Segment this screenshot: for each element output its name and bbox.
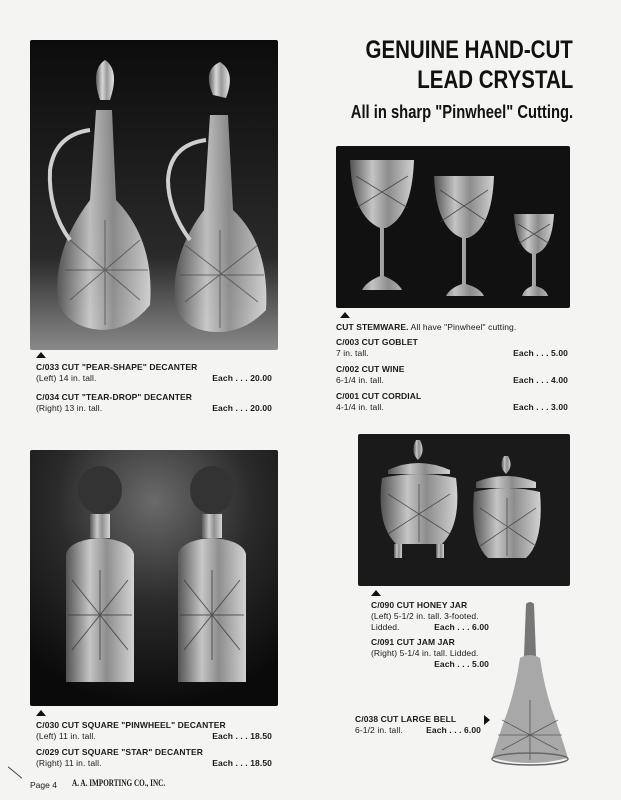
pointer-triangle: [36, 710, 46, 716]
item-c003-detail: 7 in. tall. Each . . . 5.00: [336, 348, 568, 358]
item-c001-detail: 4-1/4 in. tall. Each . . . 3.00: [336, 402, 568, 412]
header-subtitle: All in sharp "Pinwheel" Cutting.: [350, 102, 573, 122]
item-c030-price: Each . . . 18.50: [212, 731, 272, 741]
item-c090-detail-2: Lidded. Each . . . 6.00: [371, 622, 489, 632]
caption-jars: [371, 600, 489, 670]
caption-bell: [355, 714, 481, 736]
item-c034-detail: (Right) 13 in. tall. Each . . . 20.00: [36, 403, 272, 413]
caption-stemware: [336, 322, 568, 413]
item-c090-detail: (Left) 5-1/2 in. tall. 3-footed.: [371, 611, 479, 621]
item-c091-detail: (Right) 5-1/4 in. tall. Lidded.: [371, 648, 479, 658]
pointer-triangle: [371, 590, 381, 596]
item-c003-price: Each . . . 5.00: [513, 348, 568, 358]
item-c034-title: C/034 CUT "TEAR-DROP" DECANTER: [36, 392, 193, 402]
item-c038-price: Each . . . 6.00: [426, 725, 481, 735]
caption-decanters-bottom: [36, 720, 272, 769]
photo-square-decanters: [30, 450, 278, 706]
photo-large-bell: [490, 600, 570, 768]
item-c030-title: C/030 CUT SQUARE "PINWHEEL" DECANTER: [36, 720, 226, 730]
item-c038-detail: 6-1/2 in. tall. Each . . . 6.00: [355, 725, 481, 735]
item-c001-title: C/001 CUT CORDIAL: [336, 391, 422, 401]
item-c029-detail: (Right) 11 in. tall. Each . . . 18.50: [36, 758, 272, 768]
pointer-triangle: [340, 312, 350, 318]
pointer-triangle-right: [484, 715, 490, 725]
item-c091-price-row: [371, 659, 489, 670]
pointer-triangle: [36, 352, 46, 358]
page-corner-mark: [8, 766, 22, 778]
item-c029-price: Each . . . 18.50: [212, 758, 272, 768]
item-c029-title: C/029 CUT SQUARE "STAR" DECANTER: [36, 747, 203, 757]
header-line-1: GENUINE HAND-CUT: [365, 36, 573, 64]
item-c003-title: C/003 CUT GOBLET: [336, 337, 418, 347]
item-c090-price: Each . . . 6.00: [434, 622, 489, 632]
page-number: Page 4: [30, 780, 57, 790]
company-name: A. A. IMPORTING CO., INC.: [72, 778, 166, 788]
item-c091-title: C/091 CUT JAM JAR: [371, 637, 455, 647]
item-c091-price: Each . . . 5.00: [434, 659, 489, 669]
item-c033-title: C/033 CUT "PEAR-SHAPE" DECANTER: [36, 362, 198, 372]
item-c090-title: C/090 CUT HONEY JAR: [371, 600, 468, 610]
item-c001-price: Each . . . 3.00: [513, 402, 568, 412]
item-c002-price: Each . . . 4.00: [513, 375, 568, 385]
item-c002-detail: 6-1/4 in. tall. Each . . . 4.00: [336, 375, 568, 385]
item-c038-title: C/038 CUT LARGE BELL: [355, 714, 457, 724]
item-c002-title: C/002 CUT WINE: [336, 364, 405, 374]
header-line-2: LEAD CRYSTAL: [416, 66, 573, 94]
stemware-intro: CUT STEMWARE. All have "Pinwheel" cutting.: [336, 322, 517, 332]
photo-stemware: [336, 146, 570, 308]
item-c030-detail: (Left) 11 in. tall. Each . . . 18.50: [36, 731, 272, 741]
caption-decanters-top: [36, 362, 272, 414]
item-c034-price: Each . . . 20.00: [212, 403, 272, 413]
photo-honey-jam-jars: [358, 434, 570, 586]
item-c033-detail: (Left) 14 in. tall. Each . . . 20.00: [36, 373, 272, 383]
photo-pear-teardrop-decanters: [30, 40, 278, 350]
item-c033-price: Each . . . 20.00: [212, 373, 272, 383]
